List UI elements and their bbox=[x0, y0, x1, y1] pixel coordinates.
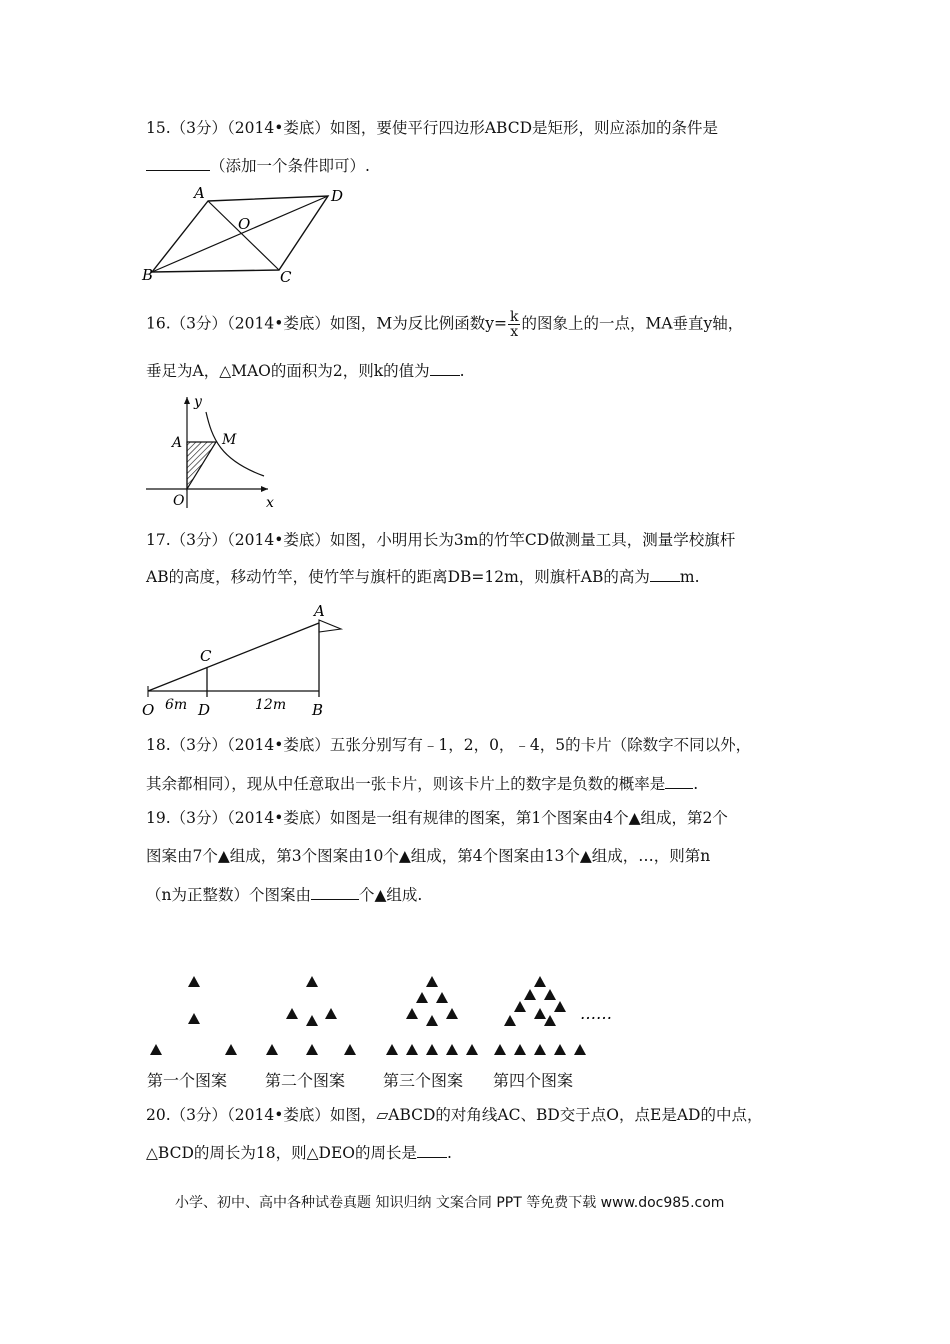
q20-line2b: . bbox=[446, 1144, 452, 1162]
q15-line2 bbox=[146, 155, 370, 176]
label-b: B bbox=[142, 266, 154, 284]
pattern-1-triangle-icon bbox=[188, 976, 200, 987]
page-footer: 小学、初中、高中各种试卷真题 知识归纳 文案合同 PPT 等免费下载 www.doc985.com bbox=[175, 1195, 725, 1211]
pattern-3-triangle-icon bbox=[436, 992, 448, 1003]
caption-pattern-4: 第四个图案 bbox=[493, 1071, 574, 1090]
pattern-3-triangle-icon bbox=[426, 1044, 438, 1055]
pattern-4-triangle-icon bbox=[544, 989, 556, 1000]
pattern-2-triangle-icon bbox=[306, 1015, 318, 1026]
q18-line1: 18.（3分）（2014•娄底）五张分别写有﹣1，2，0，﹣4，5的卡片（除数字不同以外， bbox=[146, 736, 752, 754]
label-a: A bbox=[314, 602, 325, 620]
pattern-4-triangle-icon bbox=[514, 1044, 526, 1055]
pattern-2-triangle-icon bbox=[306, 976, 318, 987]
answer-blank bbox=[311, 884, 359, 900]
q16-line2 bbox=[146, 360, 465, 381]
q20-line1: 20.（3分）（2014•娄底）如图，▱ABCD的对角线AC、BD交于点O，点E是AD的中点， bbox=[146, 1106, 763, 1124]
diagonal-bd bbox=[152, 196, 328, 272]
label-o: O bbox=[142, 701, 155, 719]
pattern-4-triangle-icon bbox=[574, 1044, 586, 1055]
label-a: A bbox=[194, 184, 205, 202]
label-c: C bbox=[200, 647, 212, 665]
label-a: A bbox=[172, 435, 183, 451]
caption-pattern-3: 第三个图案 bbox=[383, 1071, 464, 1090]
q19-line1: 19.（3分）（2014•娄底）如图是一组有规律的图案，第1个图案由4个▲组成，第2个 bbox=[146, 809, 728, 827]
label-d: D bbox=[331, 187, 344, 205]
pattern-4-triangle-icon bbox=[534, 976, 546, 987]
fraction-k-over-x bbox=[508, 310, 520, 339]
pattern-1-triangle-icon bbox=[188, 1013, 200, 1024]
pattern-4-triangle-icon bbox=[504, 1015, 516, 1026]
q18-line2 bbox=[146, 773, 698, 794]
pattern-2-triangle-icon bbox=[344, 1044, 356, 1055]
answer-blank bbox=[146, 155, 210, 171]
label-o: O bbox=[238, 215, 251, 233]
pattern-1-triangle-icon bbox=[225, 1044, 237, 1055]
pattern-4-triangle-icon bbox=[514, 1001, 526, 1012]
q18-line2b: . bbox=[693, 775, 699, 793]
q19-line2: 图案由7个▲组成，第3个图案由10个▲组成，第4个图案由13个▲组成，…，则第n bbox=[146, 847, 711, 865]
q17-flagpole-figure bbox=[138, 596, 348, 720]
triangle-pattern-group bbox=[150, 976, 586, 1055]
q17-line2 bbox=[146, 566, 700, 587]
pattern-3-triangle-icon bbox=[466, 1044, 478, 1055]
pattern-3-triangle-icon bbox=[426, 976, 438, 987]
label-y: y bbox=[194, 394, 202, 410]
y-axis-arrow bbox=[184, 397, 190, 404]
pattern-2-triangle-icon bbox=[325, 1008, 337, 1019]
flag bbox=[319, 620, 341, 632]
label-6m: 6m bbox=[165, 697, 188, 713]
answer-blank bbox=[665, 773, 693, 789]
pattern-3-triangle-icon bbox=[386, 1044, 398, 1055]
answer-blank bbox=[650, 566, 680, 582]
q18-line2a: 其余都相同），现从中任意取出一张卡片，则该卡片上的数字是负数的概率是 bbox=[146, 775, 666, 793]
diagonal-ac bbox=[208, 201, 279, 270]
q17-line2b: m. bbox=[679, 568, 700, 586]
sight-line bbox=[148, 623, 319, 691]
q17-line1: 17.（3分）（2014•娄底）如图，小明用长为3m的竹竿CD做测量工具，测量学校旗杆 bbox=[146, 531, 736, 549]
q15-parallelogram-figure bbox=[138, 184, 358, 286]
q19-line3a: （n为正整数）个图案由 bbox=[146, 886, 311, 904]
label-c: C bbox=[280, 268, 292, 286]
fraction-numerator: k bbox=[509, 309, 519, 325]
pattern-3-triangle-icon bbox=[406, 1044, 418, 1055]
pattern-3-triangle-icon bbox=[406, 1008, 418, 1019]
label-o: O bbox=[173, 493, 185, 509]
q16-line2b: . bbox=[459, 362, 465, 380]
pattern-4-triangle-icon bbox=[544, 1015, 556, 1026]
q15-line1: 15.（3分）（2014•娄底）如图，要使平行四边形ABCD是矩形，则应添加的条件是 bbox=[146, 119, 719, 137]
caption-pattern-2: 第二个图案 bbox=[265, 1071, 346, 1090]
answer-blank bbox=[430, 360, 460, 376]
label-b: B bbox=[312, 701, 324, 719]
fraction-denominator: x bbox=[510, 324, 519, 340]
q19-triangle-patterns-figure bbox=[140, 966, 640, 1058]
label-x: x bbox=[266, 495, 274, 511]
x-axis-arrow bbox=[261, 486, 268, 492]
pattern-3-triangle-icon bbox=[446, 1044, 458, 1055]
q17-line2a: AB的高度，移动竹竿，使竹竿与旗杆的距离DB=12m，则旗杆AB的高为 bbox=[146, 568, 650, 586]
q16-line1a: 16.（3分）（2014•娄底）如图，M为反比例函数y= bbox=[146, 314, 507, 333]
answer-blank bbox=[417, 1142, 447, 1158]
pattern-4-triangle-icon bbox=[524, 989, 536, 1000]
label-d: D bbox=[198, 701, 211, 719]
q16-line1b: 的图象上的一点，MA垂直y轴， bbox=[521, 314, 744, 333]
pattern-3-triangle-icon bbox=[446, 1008, 458, 1019]
pattern-2-triangle-icon bbox=[306, 1044, 318, 1055]
q20-line2a: △BCD的周长为18，则△DEO的周长是 bbox=[146, 1144, 417, 1162]
pattern-4-triangle-icon bbox=[534, 1044, 546, 1055]
q20-line2 bbox=[146, 1142, 452, 1163]
pattern-4-triangle-icon bbox=[534, 1008, 546, 1019]
ellipsis: …… bbox=[580, 1004, 612, 1023]
pattern-4-triangle-icon bbox=[494, 1044, 506, 1055]
q19-line3b: 个▲组成. bbox=[358, 886, 423, 904]
q19-line3 bbox=[146, 884, 422, 905]
q16-inverse-function-figure bbox=[140, 390, 285, 512]
label-12m: 12m bbox=[255, 697, 287, 713]
q16-line2a: 垂足为A，△MAO的面积为2，则k的值为 bbox=[146, 362, 430, 380]
pattern-2-triangle-icon bbox=[266, 1044, 278, 1055]
pattern-4-triangle-icon bbox=[554, 1001, 566, 1012]
q16-line1 bbox=[146, 310, 743, 339]
caption-pattern-1: 第一个图案 bbox=[147, 1071, 228, 1090]
pattern-2-triangle-icon bbox=[286, 1008, 298, 1019]
label-m: M bbox=[222, 432, 237, 448]
pattern-1-triangle-icon bbox=[150, 1044, 162, 1055]
pattern-4-triangle-icon bbox=[554, 1044, 566, 1055]
pattern-3-triangle-icon bbox=[416, 992, 428, 1003]
triangle-mao bbox=[187, 442, 216, 489]
pattern-3-triangle-icon bbox=[426, 1015, 438, 1026]
q15-line2-text: （添加一个条件即可）. bbox=[210, 157, 370, 175]
